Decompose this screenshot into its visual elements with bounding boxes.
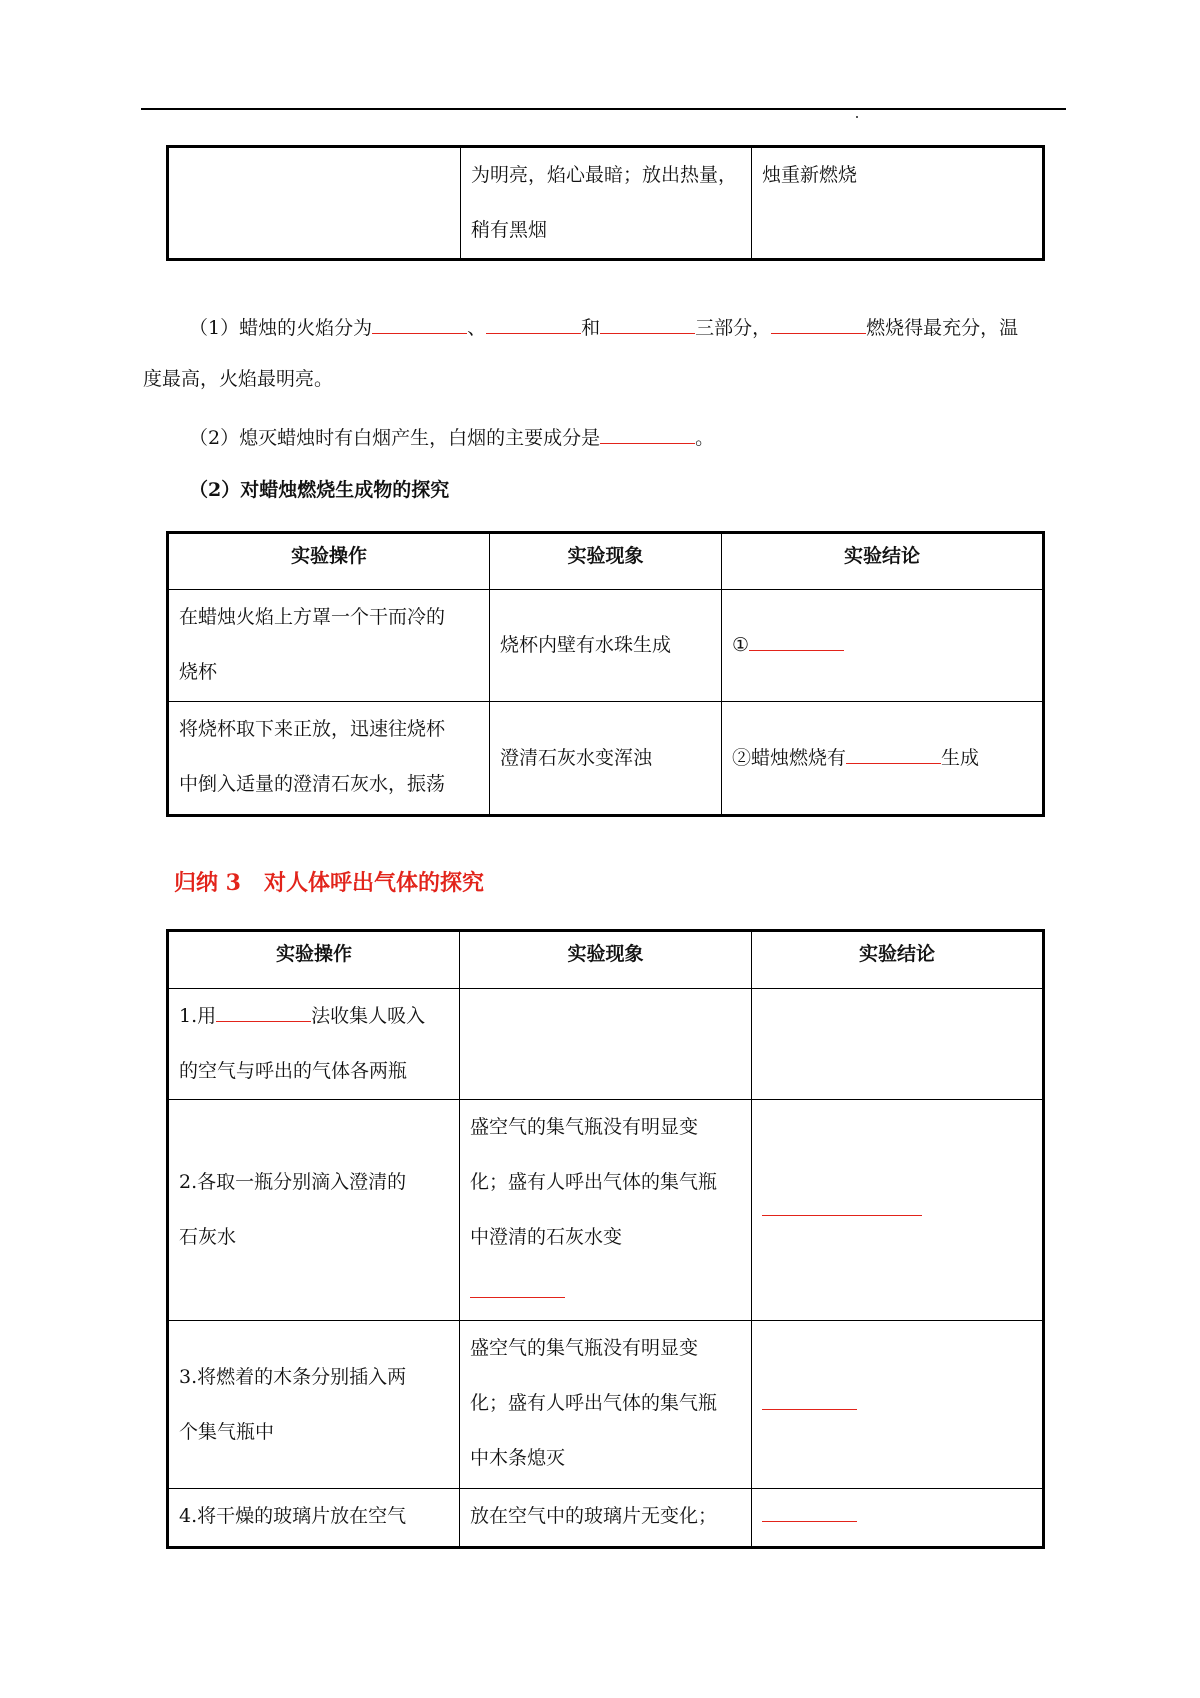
- table-cell: [752, 1489, 1044, 1548]
- column-header: 实验操作: [168, 931, 460, 989]
- cell-line: 石灰水: [179, 1226, 237, 1248]
- table-cell: [752, 1100, 1044, 1321]
- table-row: [168, 1489, 1044, 1548]
- table-cell: [168, 590, 490, 702]
- answer-blank[interactable]: [762, 1193, 922, 1216]
- conclusion-suffix: 生成: [941, 746, 980, 769]
- flame-table-continuation: [166, 145, 1045, 261]
- table-cell: 烧杯内壁有水珠生成: [490, 590, 722, 702]
- cell-line: 盛空气的集气瓶没有明显变: [470, 1337, 699, 1359]
- cell-prefix: 1.用: [179, 1005, 217, 1027]
- answer-blank[interactable]: [600, 311, 695, 334]
- table-cell: [752, 1321, 1044, 1489]
- question-1-line-1: [189, 311, 1018, 341]
- table-row: [168, 702, 1044, 816]
- page-dot: [856, 116, 858, 118]
- answer-blank[interactable]: [470, 1275, 565, 1298]
- table-cell: [722, 702, 1044, 816]
- table-cell: [460, 1100, 752, 1321]
- answer-blank[interactable]: [762, 1387, 857, 1410]
- question-1-line-2: 度最高，火焰最明亮。: [143, 368, 334, 390]
- cell-line: 稍有黑烟: [471, 219, 548, 241]
- products-table: [166, 531, 1045, 817]
- cell-line: 盛空气的集气瓶没有明显变: [470, 1116, 699, 1138]
- table-cell: [752, 989, 1044, 1100]
- cell-line: 中倒入适量的澄清石灰水，振荡: [179, 773, 446, 795]
- answer-blank[interactable]: [846, 741, 941, 764]
- column-header: 实验现象: [460, 931, 752, 989]
- table-row: [168, 147, 1044, 260]
- table-cell: [460, 1321, 752, 1489]
- question-1-mid: 三部分，: [695, 316, 772, 339]
- answer-blank[interactable]: [216, 999, 311, 1022]
- table-cell: [168, 147, 461, 260]
- cell-line: 将烧杯取下来正放，迅速往烧杯: [179, 718, 446, 740]
- table-row: [168, 1321, 1044, 1489]
- answer-blank[interactable]: [600, 421, 695, 444]
- table-cell: [461, 147, 752, 260]
- cell-suffix: 法收集人吸入: [311, 1005, 426, 1027]
- table-row: [168, 989, 1044, 1100]
- cell-line: 为明亮，焰心最暗；放出热量，: [471, 164, 738, 186]
- cell-line: 中木条熄灭: [470, 1447, 566, 1469]
- table-row: [168, 1100, 1044, 1321]
- question-1-sep: 和: [581, 316, 601, 339]
- question-1-suffix: 燃烧得最充分，温: [866, 316, 1019, 339]
- question-1-prefix: （1）蜡烛的火焰分为: [189, 316, 373, 339]
- table-cell: [168, 702, 490, 816]
- column-header: 实验结论: [752, 931, 1044, 989]
- table-cell: 放在空气中的玻璃片无变化；: [460, 1489, 752, 1548]
- table-cell: [168, 989, 460, 1100]
- answer-blank[interactable]: [372, 311, 467, 334]
- header-rule: [141, 108, 1066, 110]
- cell-line: 在蜡烛火焰上方罩一个干而冷的: [179, 606, 446, 628]
- cell-line: 化；盛有人呼出气体的集气瓶: [470, 1392, 718, 1414]
- table-cell: [168, 1321, 460, 1489]
- cell-line: 烧杯: [179, 661, 218, 683]
- column-header: 实验结论: [722, 533, 1044, 590]
- question-1-sep: 、: [467, 316, 487, 339]
- conclusion-prefix: ①: [732, 634, 750, 656]
- table-cell: [460, 989, 752, 1100]
- column-header: 实验现象: [490, 533, 722, 590]
- column-header: 实验操作: [168, 533, 490, 590]
- cell-line: 化；盛有人呼出气体的集气瓶: [470, 1171, 718, 1193]
- table-header-row: [168, 533, 1044, 590]
- cell-line: 中澄清的石灰水变: [470, 1226, 623, 1248]
- table-cell: 4.将干燥的玻璃片放在空气: [168, 1489, 460, 1548]
- conclusion-prefix: ②蜡烛燃烧有: [732, 746, 847, 769]
- table-row: [168, 590, 1044, 702]
- section-3-title: 归纳 3 对人体呼出气体的探究: [174, 870, 484, 896]
- cell-line: 的空气与呼出的气体各两瓶: [179, 1060, 408, 1082]
- question-2-prefix: （2）熄灭蜡烛时有白烟产生，白烟的主要成分是: [189, 426, 601, 449]
- answer-blank[interactable]: [486, 311, 581, 334]
- table-cell: [722, 590, 1044, 702]
- answer-blank[interactable]: [749, 628, 844, 651]
- cell-line: 个集气瓶中: [179, 1420, 275, 1443]
- breath-table: [166, 929, 1045, 1549]
- answer-blank[interactable]: [771, 311, 866, 334]
- question-2: [189, 421, 714, 451]
- question-2-suffix: 。: [695, 426, 715, 449]
- answer-blank[interactable]: [762, 1499, 857, 1522]
- table-cell: [168, 1100, 460, 1321]
- table-cell: 澄清石灰水变浑浊: [490, 702, 722, 816]
- cell-line: 2.各取一瓶分别滴入澄清的: [179, 1171, 407, 1193]
- table-cell: 烛重新燃烧: [752, 147, 1044, 260]
- table-header-row: [168, 931, 1044, 989]
- cell-line: 3.将燃着的木条分别插入两: [179, 1365, 407, 1388]
- products-heading: （2）对蜡烛燃烧生成物的探究: [189, 479, 450, 501]
